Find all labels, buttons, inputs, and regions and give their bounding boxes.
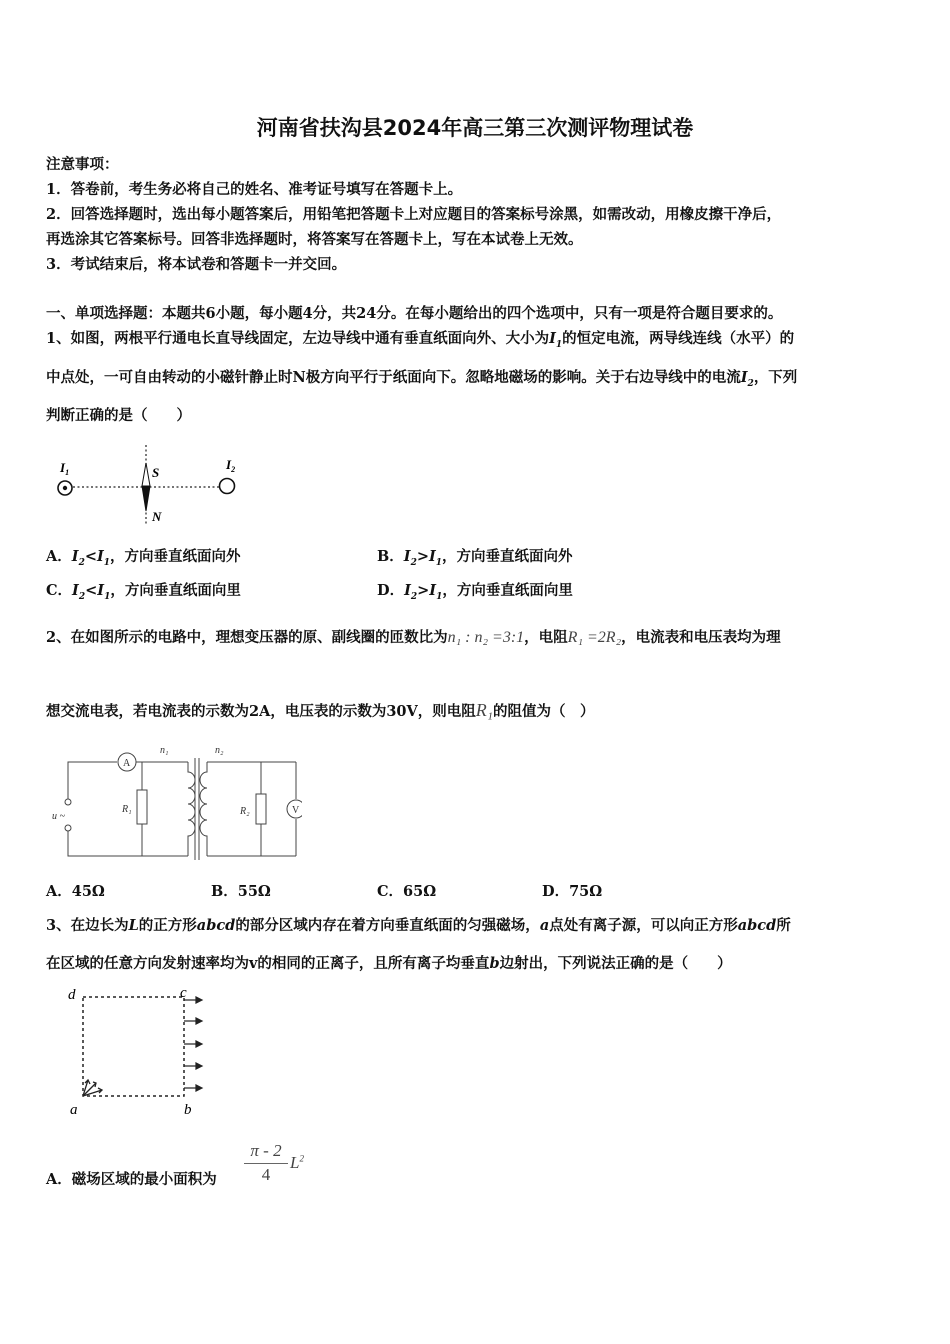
q3-option-A-text: A．磁场区域的最小面积为 xyxy=(46,1171,217,1188)
q3-line-1: 3、在边长为L的正方形abcd的部分区域内存在着方向垂直纸面的匀强磁场，a点处有离子源，可以向正方形abcd所 xyxy=(46,917,791,934)
needle-s-end xyxy=(142,463,150,486)
label-I1: $I_1$ xyxy=(60,460,70,477)
q3-line-2: 在区域的任意方向发射速率均为v的相同的正离子，且所有离子均垂直b边射出，下列说法正确的是（ ） xyxy=(46,955,732,972)
wire-2-circle-icon xyxy=(220,479,235,494)
label-N: N xyxy=(152,509,162,524)
q1-symbol-I2: $I_2$ xyxy=(740,369,754,389)
q1-magnet-figure xyxy=(46,443,266,527)
q2-line-1: 2、在如图所示的电路中，理想变压器的原、副线圈的匝数比为n₁ : n₂ =3:1，电阻R₁ =2R₂，电流表和电压表均为理 xyxy=(46,629,781,646)
ammeter-label: A xyxy=(123,758,131,769)
needle-n-end xyxy=(142,486,150,511)
section-1-heading: 一、单项选择题：本题共6小题，每小题4分，共24分。在每小题给出的四个选项中，只有一项是符合题目要求的。 xyxy=(46,305,783,322)
q2-option-A: A．45Ω xyxy=(46,883,105,900)
q1-line-3: 判断正确的是（ ） xyxy=(46,407,191,424)
label-I2: $I_2$ xyxy=(226,457,236,474)
label-R2: R₂ xyxy=(240,806,250,817)
fraction-numerator: π - 2 xyxy=(244,1141,288,1164)
q1-line-1-text-b: 的恒定电流，两导线连线（水平）的 xyxy=(562,330,795,347)
q2-turns-ratio: n₁ : n₂ =3:1 xyxy=(447,629,525,646)
q2-resistance-relation: R₁ =2R₂ xyxy=(567,629,622,646)
square-abcd xyxy=(83,997,184,1096)
label-c: c xyxy=(180,985,187,1001)
source-arrows-icon xyxy=(83,1080,102,1096)
q3-option-A-fraction xyxy=(244,1141,288,1185)
label-S: S xyxy=(152,465,160,480)
notice-item-3: 3．考试结束后，将本试卷和答题卡一并交回。 xyxy=(46,256,347,273)
label-d: d xyxy=(68,987,76,1003)
label-a: a xyxy=(70,1102,78,1118)
label-u: u ~ xyxy=(52,811,65,822)
q2-transformer-circuit xyxy=(50,742,302,864)
wire-1-dot xyxy=(63,486,67,490)
fraction-denominator: 4 xyxy=(261,1165,271,1184)
label-n2: n₂ xyxy=(215,745,224,756)
q2-option-D: D．75Ω xyxy=(542,883,603,900)
q1-symbol-I1: $I_1$ xyxy=(549,330,563,350)
q1-line-2-text-a: 中点处，一可自由转动的小磁针静止时N极方向平行于纸面向下。忽略地磁场的影响。关于右边导线中的电流 xyxy=(46,369,741,386)
q2-option-B: B．55Ω xyxy=(211,883,271,900)
notice-item-1: 1．答卷前，考生务必将自己的姓名、准考证号填写在答题卡上。 xyxy=(46,181,463,198)
q1-line-1 xyxy=(46,327,794,350)
q3-square-field-figure xyxy=(62,984,212,1119)
q1-option-D: D．$I_2>I_1$，方向垂直纸面向里 xyxy=(377,582,573,602)
q3-option-A-L-squared: $L^2$ xyxy=(290,1153,304,1172)
exit-arrows xyxy=(184,997,202,1091)
voltmeter-label: V xyxy=(292,805,300,816)
notice-item-2-line-1: 2．回答选择题时，选出每小题答案后，用铅笔把答题卡上对应题目的答案标号涂黑，如需改动，用橡皮擦干净后， xyxy=(46,206,782,223)
q1-option-A: A．$I_2<I_1$，方向垂直纸面向外 xyxy=(46,548,241,568)
page-title: 河南省扶沟县2024年高三第三次测评物理试卷 xyxy=(256,116,694,140)
q2-line-2: 想交流电表，若电流表的示数为2A，电压表的示数为30V，则电阻R₁的阻值为（ ） xyxy=(46,700,595,720)
label-R1: R₁ xyxy=(122,804,132,815)
notice-heading: 注意事项： xyxy=(46,156,119,173)
q1-line-2 xyxy=(46,366,797,389)
label-b: b xyxy=(184,1102,192,1118)
notice-item-2-line-2: 再选涂其它答案标号。回答非选择题时，将答案写在答题卡上，写在本试卷上无效。 xyxy=(46,231,583,248)
label-n1: n₁ xyxy=(160,745,169,756)
q1-line-1-text-a: 1、如图，两根平行通电长直导线固定，左边导线中通有垂直纸面向外、大小为 xyxy=(46,330,550,347)
q2-option-C: C．65Ω xyxy=(377,883,437,900)
q1-option-C: C．$I_2<I_1$，方向垂直纸面向里 xyxy=(46,582,241,602)
q1-option-B: B．$I_2>I_1$，方向垂直纸面向外 xyxy=(377,548,573,568)
q2-R1: R₁ xyxy=(475,700,494,720)
q1-line-2-text-b: ，下列 xyxy=(753,369,798,386)
